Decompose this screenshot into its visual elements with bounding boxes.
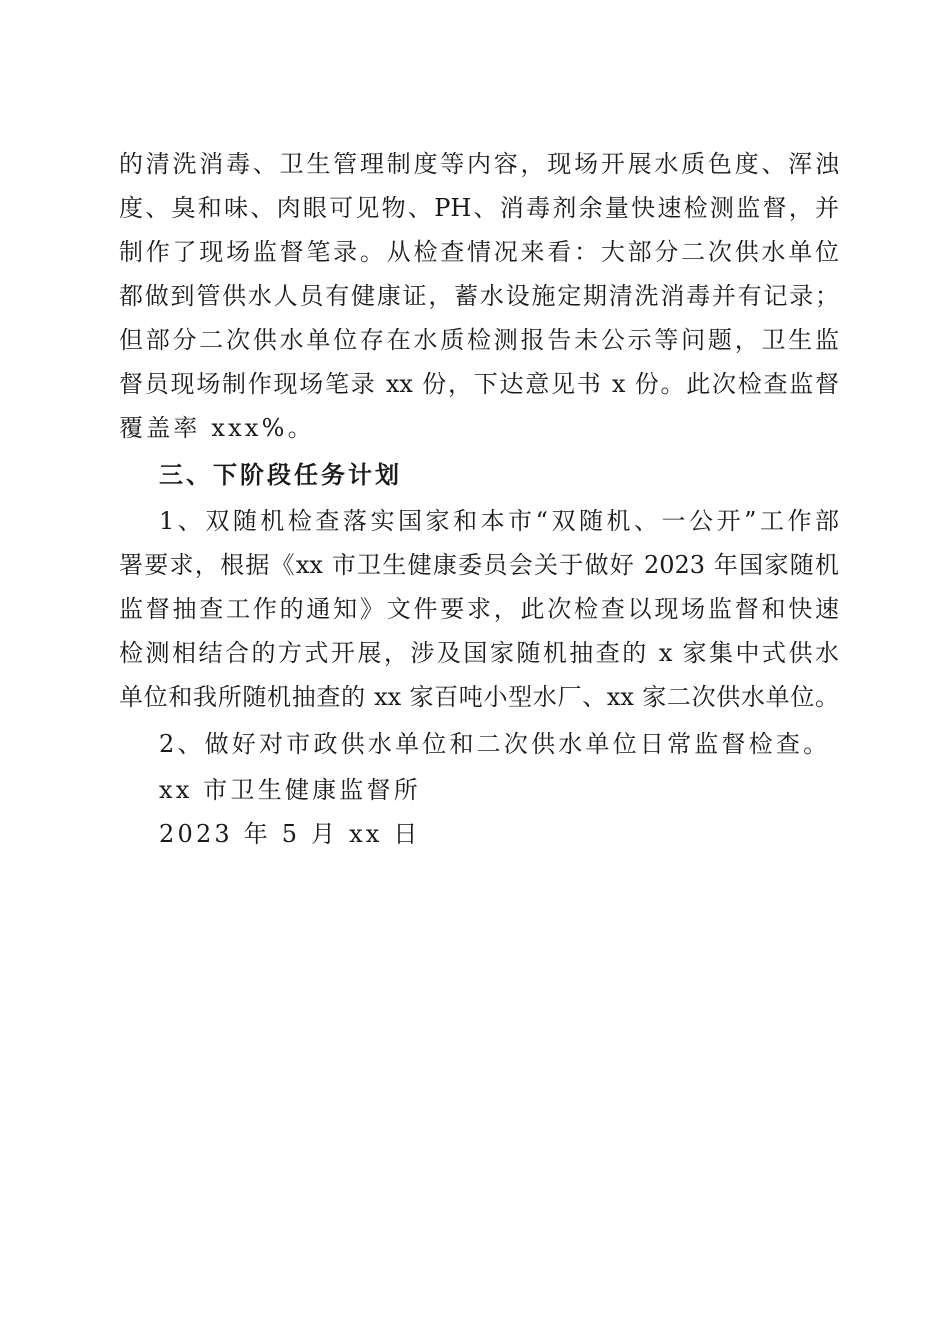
paragraph-line: 督员现场制作现场笔录 xx 份，下达意见书 x 份。此次检查监督 — [119, 370, 839, 398]
paragraph-line: 制作了现场监督笔录。从检查情况来看：大部分二次供水单位 — [119, 238, 839, 266]
item-line: 检测相结合的方式开展，涉及国家随机抽查的 x 家集中式供水 — [119, 639, 839, 667]
item-line: 监督抽查工作的通知》文件要求，此次检查以现场监督和快速 — [119, 595, 839, 623]
item-line: 署要求，根据《xx 市卫生健康委员会关于做好 2023 年国家随机 — [119, 551, 839, 579]
item-line: 2、做好对市政供水单位和二次供水单位日常监督检查。 — [159, 730, 831, 758]
paragraph-line: 覆盖率 xxx%。 — [119, 414, 315, 442]
item-line: 1、双随机检查落实国家和本市“双随机、一公开”工作部 — [159, 507, 839, 535]
paragraph-line: 都做到管供水人员有健康证，蓄水设施定期清洗消毒并有记录； — [119, 282, 839, 310]
paragraph-line: 的清洗消毒、卫生管理制度等内容，现场开展水质色度、浑浊 — [119, 150, 839, 178]
item-line: 单位和我所随机抽查的 xx 家百吨小型水厂、xx 家二次供水单位。 — [119, 683, 839, 711]
paragraph-line: 度、臭和味、肉眼可见物、PH、消毒剂余量快速检测监督，并 — [119, 194, 839, 222]
section-heading: 三、下阶段任务计划 — [159, 461, 402, 489]
paragraph-line: 但部分二次供水单位存在水质检测报告未公示等问题，卫生监 — [119, 326, 839, 354]
signature-organization: xx 市卫生健康监督所 — [159, 776, 421, 804]
signature-date: 2023 年 5 月 xx 日 — [159, 820, 421, 848]
